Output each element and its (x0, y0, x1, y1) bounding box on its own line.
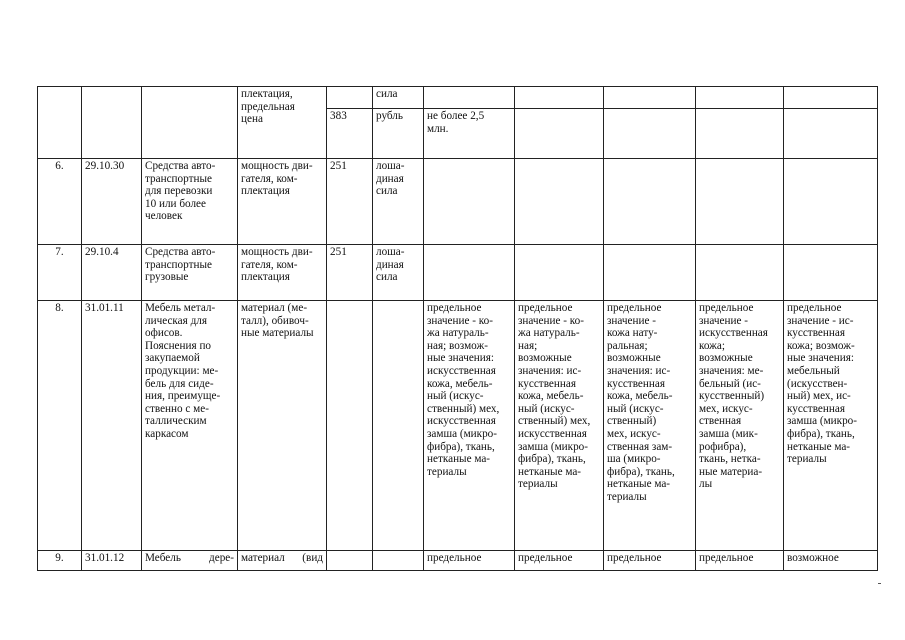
cell-value: предельное (604, 551, 696, 571)
cell-unit: сила (373, 87, 424, 109)
cell-num: 7. (38, 245, 82, 301)
cell-characteristic: материал (вид (238, 551, 327, 571)
characteristics-table (37, 86, 878, 571)
cell-value (515, 245, 604, 301)
cell-okei: 251 (327, 245, 373, 301)
cell-value (696, 245, 784, 301)
table-row (38, 551, 878, 571)
cell-value (424, 245, 515, 301)
cell-code: 31.01.11 (82, 301, 142, 551)
cell-value: предельное значение - ко- жа натураль- ная; возможные значения: ис- кусственная кожа, мебель- ный (искус- ственный) мех, искусственная замша (микро- фибра), ткань, нетканые ма- териалы (515, 301, 604, 551)
cell-value: возможное (784, 551, 878, 571)
cell-value: предельное (424, 551, 515, 571)
cell-characteristic: мощность дви- гателя, ком- плектация (238, 159, 327, 245)
cell-value (604, 87, 696, 109)
table-row (38, 159, 878, 245)
cell-value: не более 2,5 млн. (424, 109, 515, 159)
cell-num: 8. (38, 301, 82, 551)
cell-value: предельное (696, 551, 784, 571)
cell-okei: 251 (327, 159, 373, 245)
cell-name: Мебель метал- лическая для офисов. Пояснения по закупаемой продукции: ме- бель для сиде- ния, преимуще- ственно с ме- таллическим каркасом (142, 301, 238, 551)
cell-okei: 383 (327, 109, 373, 159)
cell-value (515, 87, 604, 109)
cell-name: Средства авто- транспортные грузовые (142, 245, 238, 301)
cell-value (604, 109, 696, 159)
cell-code (82, 87, 142, 159)
cell-value: предельное значение - ко- жа натураль- ная; возмож- ные значения: искусственная кожа, мебель- ный (искус- ственный) мех, искусственная замша (микро- фибра), ткань, нетканые ма- териалы (424, 301, 515, 551)
cell-value (784, 109, 878, 159)
cell-value: предельное значение - искусственная кожа; возможные значения: ме- бельный (ис- кусственный) мех, искус- ственная замша (мик- рофибра), ткань, нетка- ные материа- лы (696, 301, 784, 551)
cell-characteristic: плектация, предельная цена (238, 87, 327, 159)
cell-value: предельное значение - ис- кусственная кожа; возмож- ные значения: мебельный (искусствен- ный) мех, ис- кусственная замша (микро- фибра), ткань, нетканые ма- териалы (784, 301, 878, 551)
cell-code: 29.10.30 (82, 159, 142, 245)
cell-okei (327, 551, 373, 571)
scan-mark (878, 583, 881, 584)
cell-value (696, 109, 784, 159)
cell-characteristic: мощность дви- гателя, ком- плектация (238, 245, 327, 301)
table-row (38, 87, 878, 109)
cell-num: 9. (38, 551, 82, 571)
cell-okei (327, 87, 373, 109)
cell-value (424, 87, 515, 109)
cell-value (604, 159, 696, 245)
cell-unit: лоша- диная сила (373, 245, 424, 301)
cell-value (784, 245, 878, 301)
cell-name: Средства авто- транспортные для перевозки 10 или более человек (142, 159, 238, 245)
cell-num (38, 87, 82, 159)
cell-name (142, 87, 238, 159)
cell-unit: рубль (373, 109, 424, 159)
cell-num: 6. (38, 159, 82, 245)
cell-value (424, 159, 515, 245)
cell-okei (327, 301, 373, 551)
cell-code: 29.10.4 (82, 245, 142, 301)
cell-value (784, 87, 878, 109)
cell-value (604, 245, 696, 301)
cell-value (696, 159, 784, 245)
cell-name: Мебель дере- (142, 551, 238, 571)
cell-value: предельное значение - кожа нату- ральная; возможные значения: ис- кусственная кожа, мебель- ный (искус- ственный) мех, искус- ственная зам- ша (микро- фибра), ткань, нетканые ма- териалы (604, 301, 696, 551)
cell-value (696, 87, 784, 109)
cell-unit: лоша- диная сила (373, 159, 424, 245)
table-row (38, 245, 878, 301)
cell-unit (373, 301, 424, 551)
cell-value (515, 159, 604, 245)
cell-unit (373, 551, 424, 571)
cell-value: предельное (515, 551, 604, 571)
cell-characteristic: материал (ме- талл), обивоч- ные материалы (238, 301, 327, 551)
cell-value (784, 159, 878, 245)
table-row (38, 301, 878, 551)
cell-value (515, 109, 604, 159)
cell-code: 31.01.12 (82, 551, 142, 571)
